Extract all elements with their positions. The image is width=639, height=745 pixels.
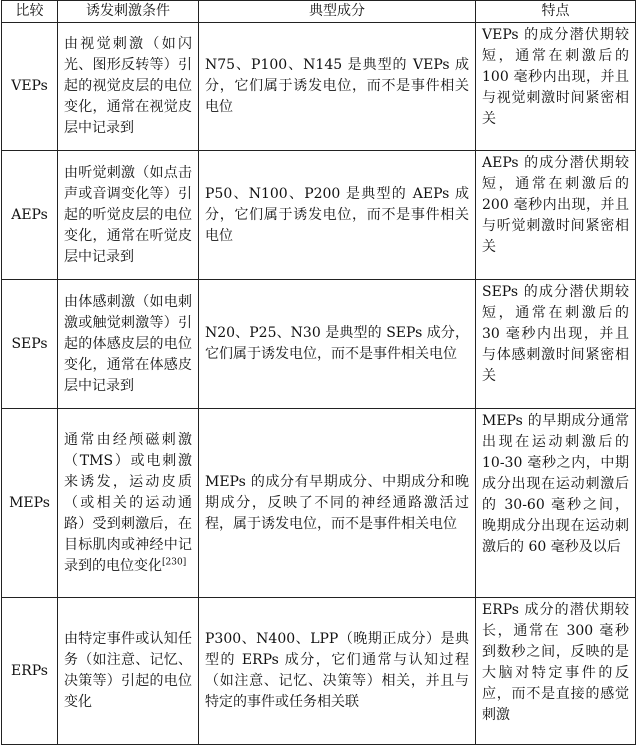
features-cell: SEPs 的成分潜伏期较短，通常在刺激后的 30 毫秒内出现，并且与体感刺激时间紧密相关: [476, 280, 636, 409]
condition-cell: 由视觉刺激（如闪光、图形反转等）引起的视觉皮层的电位变化，通常在视觉皮层中记录到: [58, 23, 199, 151]
header-condition: 诱发刺激条件: [58, 1, 199, 23]
table-row-seps: [2, 280, 636, 409]
header-features: 特点: [476, 1, 636, 23]
condition-cell: 由特定事件或认知任务（如注意、记忆、决策等）引起的电位变化: [58, 598, 199, 745]
comparison-table: [1, 0, 636, 745]
row-name: SEPs: [2, 280, 58, 409]
header-components: 典型成分: [199, 1, 476, 23]
row-name: AEPs: [2, 151, 58, 280]
condition-cell: 由听觉刺激（如点击声或音调变化等）引起的听觉皮层的电位变化，通常在听觉皮层中记录到: [58, 151, 199, 280]
table-row-veps: [2, 23, 636, 151]
components-cell: P300、N400、LPP（晚期正成分）是典型的 ERPs 成分，它们通常与认知过程（如注意、记忆、决策等）相关，并且与特定的事件或任务相关联: [199, 598, 476, 745]
components-cell: MEPs 的成分有早期成分、中期成分和晚期成分，反映了不同的神经通路激活过程，属于诱发电位，而不是事件相关电位: [199, 409, 476, 598]
table-header-row: [2, 1, 636, 23]
row-name: ERPs: [2, 598, 58, 745]
citation-ref: [230]: [162, 556, 187, 567]
table-row-erps: [2, 598, 636, 745]
row-name: VEPs: [2, 23, 58, 151]
components-cell: P50、N100、P200 是典型的 AEPs 成分，它们属于诱发电位，而不是事件相关电位: [199, 151, 476, 280]
components-cell: N20、P25、N30 是典型的 SEPs 成分，它们属于诱发电位，而不是事件相关电位: [199, 280, 476, 409]
header-compare: 比较: [2, 1, 58, 23]
table-row-meps: [2, 409, 636, 598]
condition-cell: 由体感刺激（如电刺激或触觉刺激等）引起的体感皮层的电位变化，通常在体感皮层中记录到: [58, 280, 199, 409]
condition-cell: [58, 409, 199, 598]
features-cell: VEPs 的成分潜伏期较短，通常在刺激后的 100 毫秒内出现，并且与视觉刺激时间紧密相关: [476, 23, 636, 151]
table-row-aeps: [2, 151, 636, 280]
features-cell: ERPs 成分的潜伏期较长，通常在 300 毫秒到数秒之间，反映的是大脑对特定事件的反应，而不是直接的感觉刺激: [476, 598, 636, 745]
row-name: MEPs: [2, 409, 58, 598]
condition-text: 通常由经颅磁刺激（TMS）或电刺激来诱发，运动皮质（或相关的运动通路）受到刺激后，在目标肌肉或神经中记录到的电位变化: [64, 431, 192, 574]
components-cell: N75、P100、N145 是典型的 VEPs 成分，它们属于诱发电位，而不是事件相关电位: [199, 23, 476, 151]
features-cell: AEPs 的成分潜伏期较短，通常在刺激后的 200 毫秒内出现，并且与听觉刺激时间紧密相关: [476, 151, 636, 280]
features-cell: MEPs 的早期成分通常出现在运动刺激后的 10-30 毫秒之内，中期成分出现在运动刺激后的 30-60 毫秒之间，晚期成分出现在运动刺激后的 60 毫秒及以后: [476, 409, 636, 598]
